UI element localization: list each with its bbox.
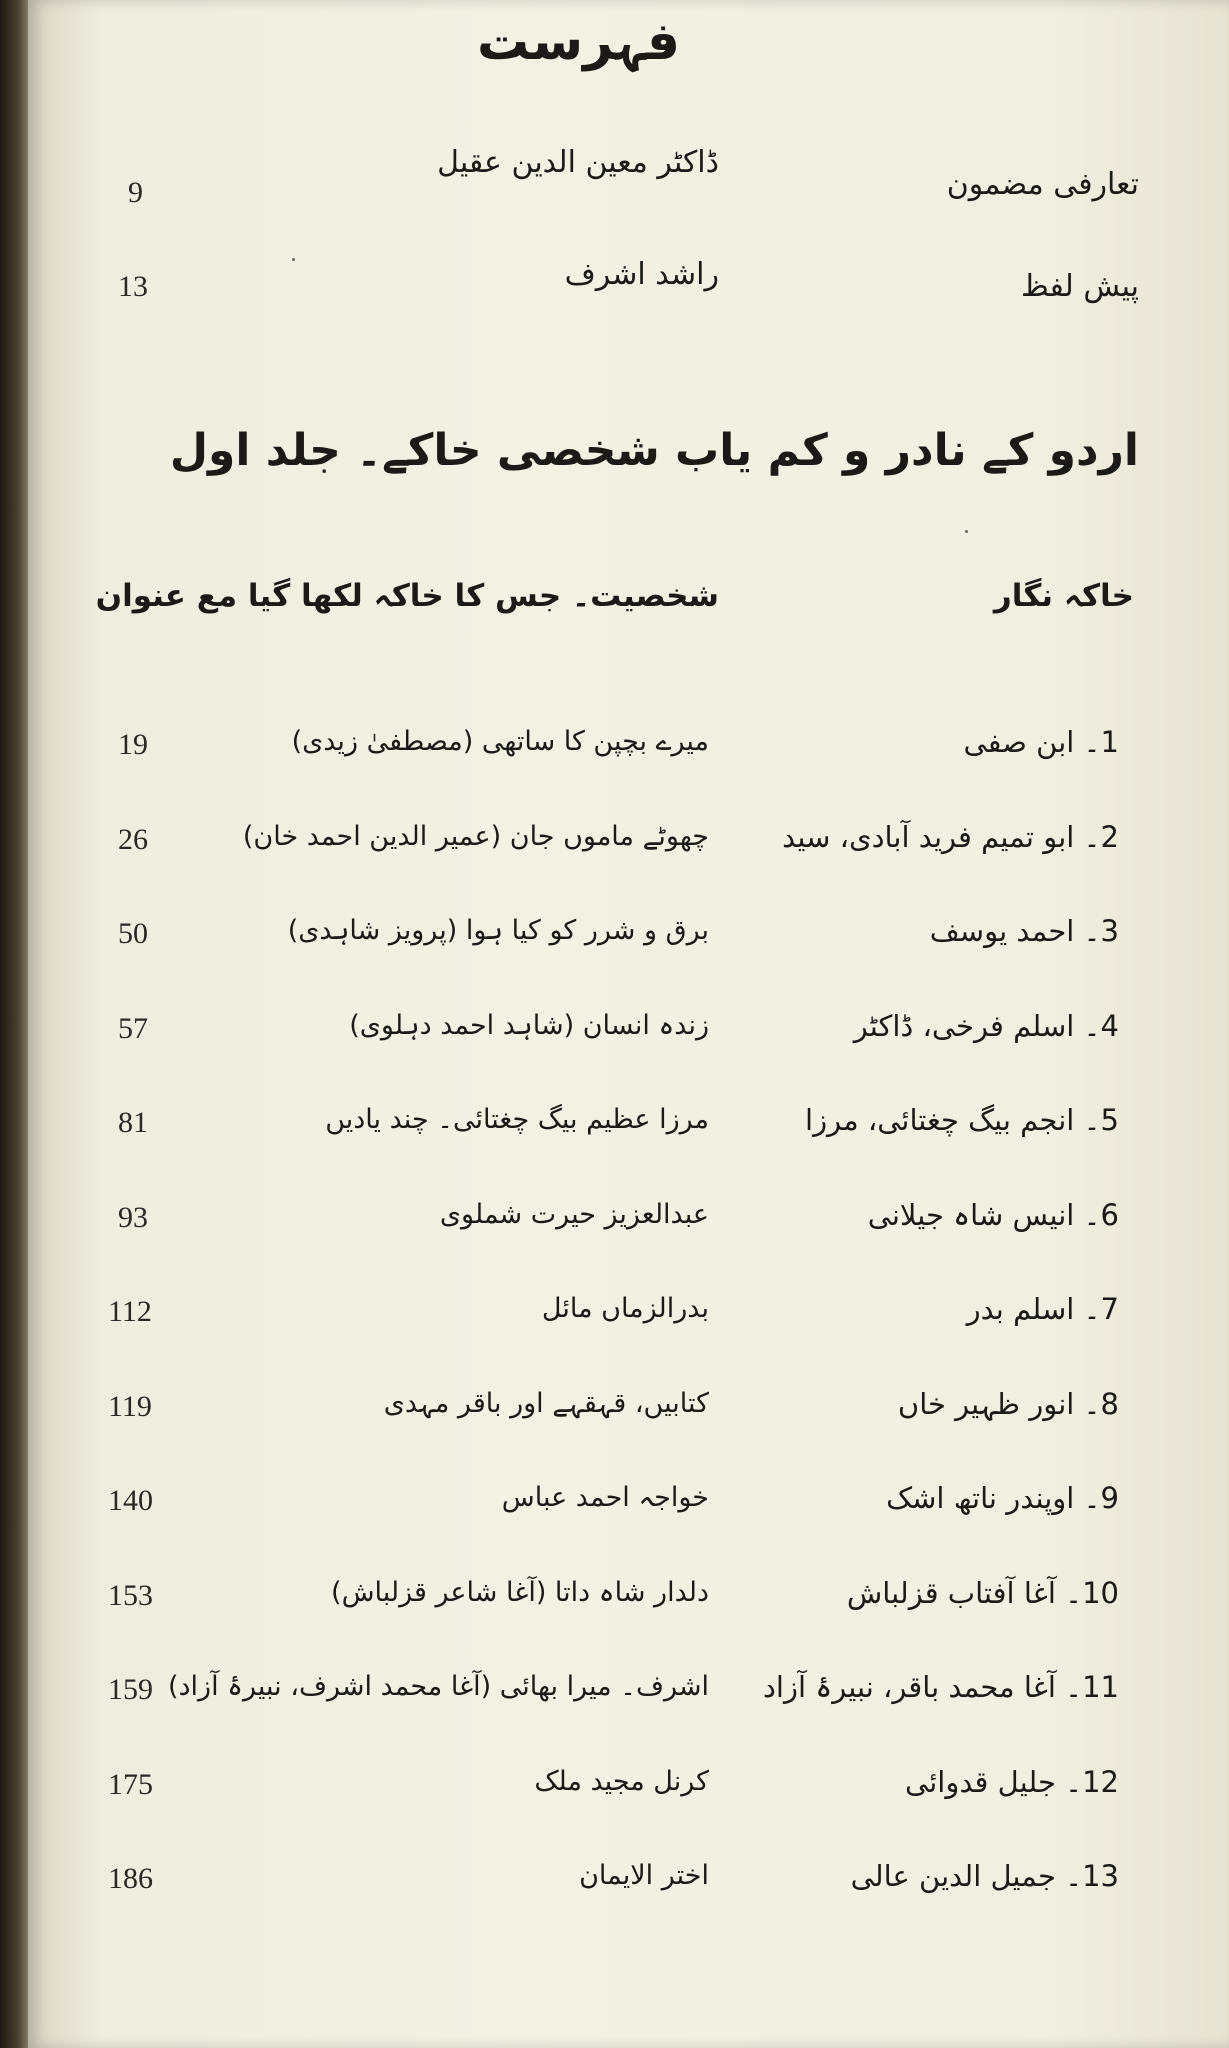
book-binding-edge: [0, 0, 30, 2048]
entry-title: بدرالزماں مائل: [541, 1293, 709, 1324]
entry-title: میرے بچپن کا ساتھی (مصطفیٰ زیدی): [291, 726, 709, 757]
front-matter-author: ڈاکٹر معین الدین عقیل: [437, 145, 719, 180]
front-matter-label: تعارفی مضمون: [946, 167, 1139, 202]
section-title: اردو کے نادر و کم یاب شخصی خاکے۔ جلد اول: [169, 425, 1139, 476]
entry-writer: 9۔ اوپندر ناتھ اشک: [886, 1481, 1119, 1515]
entry-writer: 13۔ جمیل الدین عالی: [850, 1859, 1119, 1893]
entry-title: کتابیں، قہقہے اور باقر مہدی: [383, 1388, 709, 1419]
entry-page: 140: [108, 1484, 153, 1517]
entry-page: 81: [118, 1106, 148, 1139]
entry-title: دلدار شاہ داتا (آغا شاعر قزلباش): [331, 1577, 709, 1608]
entry-page: 175: [108, 1768, 153, 1801]
entry-writer: 11۔ آغا محمد باقر، نبیرۂ آزاد: [762, 1670, 1119, 1704]
entry-writer: 4۔ اسلم فرخی، ڈاکٹر: [853, 1009, 1119, 1043]
entry-writer: 2۔ ابو تمیم فرید آبادی، سید: [782, 820, 1119, 854]
entry-page: 159: [108, 1673, 153, 1706]
front-matter-author: راشد اشرف: [564, 257, 719, 292]
entry-page: 26: [118, 823, 148, 856]
entry-title: برق و شرر کو کیا ہوا (پرویز شاہدی): [287, 915, 709, 946]
page-title: فہرست: [476, 12, 680, 72]
entry-page: 153: [108, 1579, 153, 1612]
entry-title: زندہ انسان (شاہد احمد دہلوی): [349, 1010, 709, 1041]
entry-page: 186: [108, 1862, 153, 1895]
entry-writer: 10۔ آغا آفتاب قزلباش: [846, 1576, 1119, 1610]
entry-writer: 12۔ جلیل قدوائی: [905, 1765, 1119, 1799]
entry-page: 93: [118, 1201, 148, 1234]
entry-title: مرزا عظیم بیگ چغتائی۔ چند یادیں: [325, 1104, 709, 1135]
front-matter-page: 13: [118, 270, 148, 303]
column-header-subject: شخصیت۔ جس کا خاکہ لکھا گیا مع عنوان: [95, 578, 719, 614]
entry-page: 112: [108, 1295, 152, 1328]
entry-writer: 3۔ احمد یوسف: [929, 914, 1119, 948]
entry-page: 119: [108, 1390, 152, 1423]
entry-page: 50: [118, 917, 148, 950]
entry-page: 19: [118, 728, 148, 761]
column-header-writer: خاکہ نگار: [993, 578, 1134, 614]
entry-title: کرنل مجید ملک: [534, 1766, 709, 1797]
entry-title: چھوٹے ماموں جان (عمیر الدین احمد خان): [242, 821, 709, 852]
entry-writer: 7۔ اسلم بدر: [966, 1292, 1119, 1326]
entry-title: اشرف۔ میرا بھائی (آغا محمد اشرف، نبیرۂ آزاد): [167, 1671, 709, 1702]
entry-page: 57: [118, 1012, 148, 1045]
entry-writer: 5۔ انجم بیگ چغتائی، مرزا: [805, 1103, 1119, 1137]
entry-title: خواجہ احمد عباس: [501, 1482, 709, 1513]
entry-title: اختر الایمان: [579, 1860, 709, 1891]
front-matter-page: 9: [128, 176, 143, 209]
paper-speck: [965, 530, 968, 533]
entry-writer: 6۔ انیس شاہ جیلانی: [867, 1198, 1119, 1232]
entry-title: عبدالعزیز حیرت شملوی: [439, 1199, 709, 1230]
entry-writer: 8۔ انور ظہیر خاں: [897, 1387, 1119, 1421]
entry-writer: 1۔ ابن صفی: [963, 725, 1119, 759]
paper-speck: [292, 258, 295, 261]
front-matter-label: پیش لفظ: [1021, 269, 1139, 304]
